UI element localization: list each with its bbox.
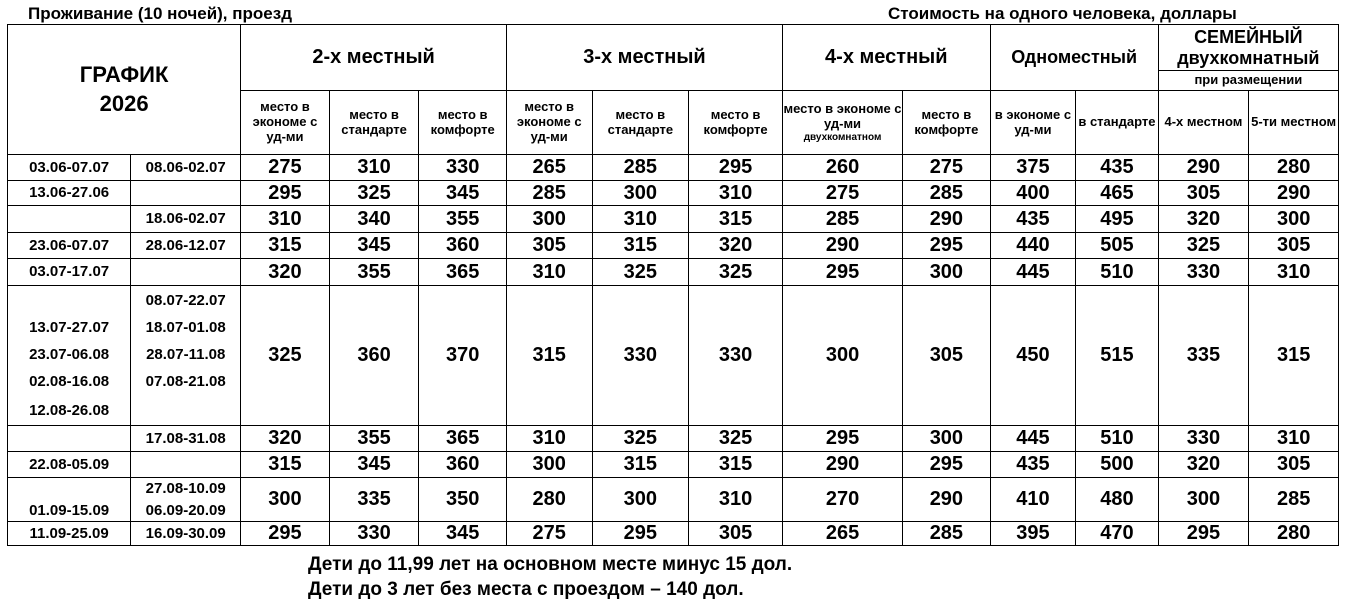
family-subheader: при размещении bbox=[1158, 71, 1338, 91]
rows-group-2 bbox=[8, 426, 1339, 478]
date-end: 27.08-10.09 bbox=[131, 478, 241, 500]
price-table bbox=[7, 24, 1339, 546]
price-cell: 290 bbox=[782, 452, 902, 478]
price-cell: 360 bbox=[419, 452, 507, 478]
table-row bbox=[8, 233, 1339, 259]
subheader-quad-econ bbox=[782, 91, 902, 155]
price-cell: 515 bbox=[1076, 286, 1158, 426]
price-cell: 290 bbox=[782, 233, 902, 259]
price-cell: 450 bbox=[990, 286, 1076, 426]
group-double: 2-х местный bbox=[241, 25, 507, 91]
date-start: 01.09-15.09 bbox=[8, 500, 131, 522]
table-row bbox=[8, 181, 1339, 206]
date-end: 07.08-21.08 bbox=[131, 369, 241, 396]
date-start: 13.06-27.06 bbox=[8, 181, 131, 206]
price-cell: 470 bbox=[1076, 522, 1158, 546]
date-start: 22.08-05.09 bbox=[8, 452, 131, 478]
date-end: 06.09-20.09 bbox=[131, 500, 241, 522]
price-cell: 275 bbox=[506, 522, 592, 546]
table-row bbox=[8, 426, 1339, 452]
group-triple: 3-х местный bbox=[506, 25, 782, 91]
price-cell: 315 bbox=[689, 206, 783, 233]
price-cell: 295 bbox=[903, 233, 991, 259]
date-end bbox=[131, 396, 241, 426]
price-cell: 445 bbox=[990, 426, 1076, 452]
price-cell: 275 bbox=[903, 155, 991, 181]
date-start: 23.07-06.08 bbox=[8, 342, 131, 369]
group-single: Одноместный bbox=[990, 25, 1158, 91]
price-cell: 290 bbox=[903, 206, 991, 233]
subheader-single-econ: в экономе с уд-ми bbox=[990, 91, 1076, 155]
price-cell: 355 bbox=[419, 206, 507, 233]
price-cell: 325 bbox=[329, 181, 419, 206]
date-start bbox=[8, 286, 131, 315]
merged-sub-row bbox=[8, 286, 1339, 315]
price-cell: 320 bbox=[1158, 206, 1249, 233]
price-cell: 350 bbox=[419, 478, 507, 522]
group-family bbox=[1158, 25, 1338, 71]
price-cell: 465 bbox=[1076, 181, 1158, 206]
price-cell: 310 bbox=[592, 206, 689, 233]
price-cell: 285 bbox=[903, 181, 991, 206]
price-cell: 320 bbox=[241, 426, 330, 452]
rows-merged-pair bbox=[8, 478, 1339, 522]
date-start: 12.08-26.08 bbox=[8, 396, 131, 426]
subheader-triple-std: место в стандарте bbox=[592, 91, 689, 155]
date-start: 13.07-27.07 bbox=[8, 315, 131, 342]
schedule-header-cell bbox=[8, 25, 241, 155]
price-cell: 445 bbox=[990, 259, 1076, 286]
date-end: 16.09-30.09 bbox=[131, 522, 241, 546]
date-end bbox=[131, 181, 241, 206]
date-end: 18.07-01.08 bbox=[131, 315, 241, 342]
price-cell: 300 bbox=[903, 259, 991, 286]
price-cell: 480 bbox=[1076, 478, 1158, 522]
price-cell: 360 bbox=[419, 233, 507, 259]
price-cell: 265 bbox=[782, 522, 902, 546]
price-cell: 295 bbox=[782, 259, 902, 286]
price-cell: 345 bbox=[419, 522, 507, 546]
price-cell: 510 bbox=[1076, 259, 1158, 286]
price-cell: 345 bbox=[419, 181, 507, 206]
price-cell: 305 bbox=[1158, 181, 1249, 206]
price-cell: 300 bbox=[1158, 478, 1249, 522]
date-start bbox=[8, 206, 131, 233]
price-cell: 285 bbox=[506, 181, 592, 206]
price-cell: 365 bbox=[419, 259, 507, 286]
price-cell: 330 bbox=[592, 286, 689, 426]
date-start: 03.06-07.07 bbox=[8, 155, 131, 181]
subheader-family-5: 5-ти местном bbox=[1249, 91, 1339, 155]
price-cell: 280 bbox=[506, 478, 592, 522]
date-start: 02.08-16.08 bbox=[8, 369, 131, 396]
price-cell: 495 bbox=[1076, 206, 1158, 233]
price-cell: 370 bbox=[419, 286, 507, 426]
price-cell: 355 bbox=[329, 259, 419, 286]
price-cell: 310 bbox=[689, 181, 783, 206]
price-cell: 300 bbox=[903, 426, 991, 452]
price-cell: 325 bbox=[689, 259, 783, 286]
price-cell: 310 bbox=[1249, 259, 1339, 286]
price-cell: 310 bbox=[1249, 426, 1339, 452]
group-family-line2: двухкомнатный bbox=[1177, 47, 1320, 68]
price-cell: 330 bbox=[1158, 426, 1249, 452]
price-cell: 310 bbox=[329, 155, 419, 181]
subheader-triple-comf: место в комфорте bbox=[689, 91, 783, 155]
price-cell: 325 bbox=[1158, 233, 1249, 259]
price-cell: 295 bbox=[782, 426, 902, 452]
price-cell: 315 bbox=[592, 452, 689, 478]
note-children-11: Дети до 11,99 лет на основном месте минус 15 дол. bbox=[308, 554, 793, 575]
price-cell: 505 bbox=[1076, 233, 1158, 259]
price-cell: 345 bbox=[329, 452, 419, 478]
price-cell: 295 bbox=[241, 181, 330, 206]
price-cell: 325 bbox=[592, 426, 689, 452]
price-cell: 315 bbox=[241, 233, 330, 259]
price-cell: 400 bbox=[990, 181, 1076, 206]
price-cell: 305 bbox=[1249, 452, 1339, 478]
price-cell: 315 bbox=[506, 286, 592, 426]
price-cell: 335 bbox=[329, 478, 419, 522]
price-cell: 305 bbox=[1249, 233, 1339, 259]
merged-sub-row bbox=[8, 478, 1339, 500]
subheader-double-comf: место в комфорте bbox=[419, 91, 507, 155]
price-cell: 310 bbox=[506, 259, 592, 286]
price-cell: 275 bbox=[782, 181, 902, 206]
table-row bbox=[8, 522, 1339, 546]
price-cell: 305 bbox=[903, 286, 991, 426]
price-cell: 300 bbox=[506, 452, 592, 478]
date-start: 11.09-25.09 bbox=[8, 522, 131, 546]
price-cell: 295 bbox=[241, 522, 330, 546]
price-cell: 270 bbox=[782, 478, 902, 522]
rows-merged-block bbox=[8, 286, 1339, 426]
price-cell: 330 bbox=[329, 522, 419, 546]
date-start: 23.06-07.07 bbox=[8, 233, 131, 259]
date-end bbox=[131, 259, 241, 286]
rows-group-1 bbox=[8, 155, 1339, 286]
price-cell: 295 bbox=[903, 452, 991, 478]
price-cell: 510 bbox=[1076, 426, 1158, 452]
price-cell: 325 bbox=[592, 259, 689, 286]
table-row bbox=[8, 452, 1339, 478]
price-cell: 280 bbox=[1249, 155, 1339, 181]
table-row bbox=[8, 206, 1339, 233]
date-end bbox=[131, 452, 241, 478]
price-cell: 300 bbox=[1249, 206, 1339, 233]
price-cell: 275 bbox=[241, 155, 330, 181]
price-cell: 300 bbox=[592, 181, 689, 206]
price-cell: 435 bbox=[990, 206, 1076, 233]
price-cell: 285 bbox=[592, 155, 689, 181]
date-start bbox=[8, 478, 131, 500]
schedule-title: ГРАФИК bbox=[79, 61, 169, 87]
table-row bbox=[8, 155, 1339, 181]
date-start: 03.07-17.07 bbox=[8, 259, 131, 286]
price-cell: 500 bbox=[1076, 452, 1158, 478]
price-cell: 325 bbox=[241, 286, 330, 426]
date-end: 28.06-12.07 bbox=[131, 233, 241, 259]
price-cell: 300 bbox=[782, 286, 902, 426]
price-cell: 295 bbox=[592, 522, 689, 546]
note-children-3: Дети до 3 лет без места с проездом – 140 дол. bbox=[308, 579, 744, 600]
rows-last bbox=[8, 522, 1339, 546]
price-cell: 435 bbox=[1076, 155, 1158, 181]
price-cell: 320 bbox=[1158, 452, 1249, 478]
price-cell: 285 bbox=[903, 522, 991, 546]
price-cell: 310 bbox=[689, 478, 783, 522]
price-cell: 410 bbox=[990, 478, 1076, 522]
price-cell: 265 bbox=[506, 155, 592, 181]
header-right: Стоимость на одного человека, доллары bbox=[888, 4, 1237, 23]
price-cell: 440 bbox=[990, 233, 1076, 259]
price-cell: 300 bbox=[592, 478, 689, 522]
price-cell: 290 bbox=[1249, 181, 1339, 206]
group-family-line1: СЕМЕЙНЫЙ bbox=[1194, 26, 1303, 47]
subheader-quad-econ-note: двухкомнатном bbox=[803, 131, 882, 143]
date-end: 08.07-22.07 bbox=[131, 286, 241, 315]
subheader-single-std: в стандарте bbox=[1076, 91, 1158, 155]
subheader-triple-econ: место в экономе с уд-ми bbox=[506, 91, 592, 155]
price-cell: 330 bbox=[419, 155, 507, 181]
price-cell: 300 bbox=[506, 206, 592, 233]
price-cell: 290 bbox=[1158, 155, 1249, 181]
price-cell: 280 bbox=[1249, 522, 1339, 546]
subheader-quad-econ-text: место в экономе с уд-ми bbox=[783, 100, 902, 131]
date-end: 28.07-11.08 bbox=[131, 342, 241, 369]
price-cell: 435 bbox=[990, 452, 1076, 478]
table-row bbox=[8, 259, 1339, 286]
price-cell: 300 bbox=[241, 478, 330, 522]
price-cell: 395 bbox=[990, 522, 1076, 546]
price-cell: 295 bbox=[1158, 522, 1249, 546]
price-cell: 295 bbox=[689, 155, 783, 181]
date-start bbox=[8, 426, 131, 452]
price-cell: 315 bbox=[592, 233, 689, 259]
price-cell: 325 bbox=[689, 426, 783, 452]
date-end: 17.08-31.08 bbox=[131, 426, 241, 452]
price-cell: 290 bbox=[903, 478, 991, 522]
price-cell: 340 bbox=[329, 206, 419, 233]
header-left: Проживание (10 ночей), проезд bbox=[28, 4, 292, 23]
date-end: 18.06-02.07 bbox=[131, 206, 241, 233]
price-cell: 315 bbox=[241, 452, 330, 478]
price-cell: 305 bbox=[689, 522, 783, 546]
price-cell: 320 bbox=[689, 233, 783, 259]
subheader-double-econ: место в экономе с уд-ми bbox=[241, 91, 330, 155]
group-quad: 4-х местный bbox=[782, 25, 990, 91]
date-end: 08.06-02.07 bbox=[131, 155, 241, 181]
price-cell: 375 bbox=[990, 155, 1076, 181]
subheader-quad-comf: место в комфорте bbox=[903, 91, 991, 155]
price-cell: 360 bbox=[329, 286, 419, 426]
price-cell: 335 bbox=[1158, 286, 1249, 426]
price-cell: 355 bbox=[329, 426, 419, 452]
price-cell: 330 bbox=[689, 286, 783, 426]
price-cell: 365 bbox=[419, 426, 507, 452]
price-cell: 315 bbox=[689, 452, 783, 478]
price-cell: 305 bbox=[506, 233, 592, 259]
subheader-family-4: 4-х местном bbox=[1158, 91, 1249, 155]
price-cell: 330 bbox=[1158, 259, 1249, 286]
price-cell: 260 bbox=[782, 155, 902, 181]
subheader-double-std: место в стандарте bbox=[329, 91, 419, 155]
price-cell: 285 bbox=[782, 206, 902, 233]
price-cell: 310 bbox=[241, 206, 330, 233]
schedule-year: 2026 bbox=[99, 90, 149, 116]
price-cell: 285 bbox=[1249, 478, 1339, 522]
price-cell: 345 bbox=[329, 233, 419, 259]
price-cell: 315 bbox=[1249, 286, 1339, 426]
price-cell: 310 bbox=[506, 426, 592, 452]
price-cell: 320 bbox=[241, 259, 330, 286]
